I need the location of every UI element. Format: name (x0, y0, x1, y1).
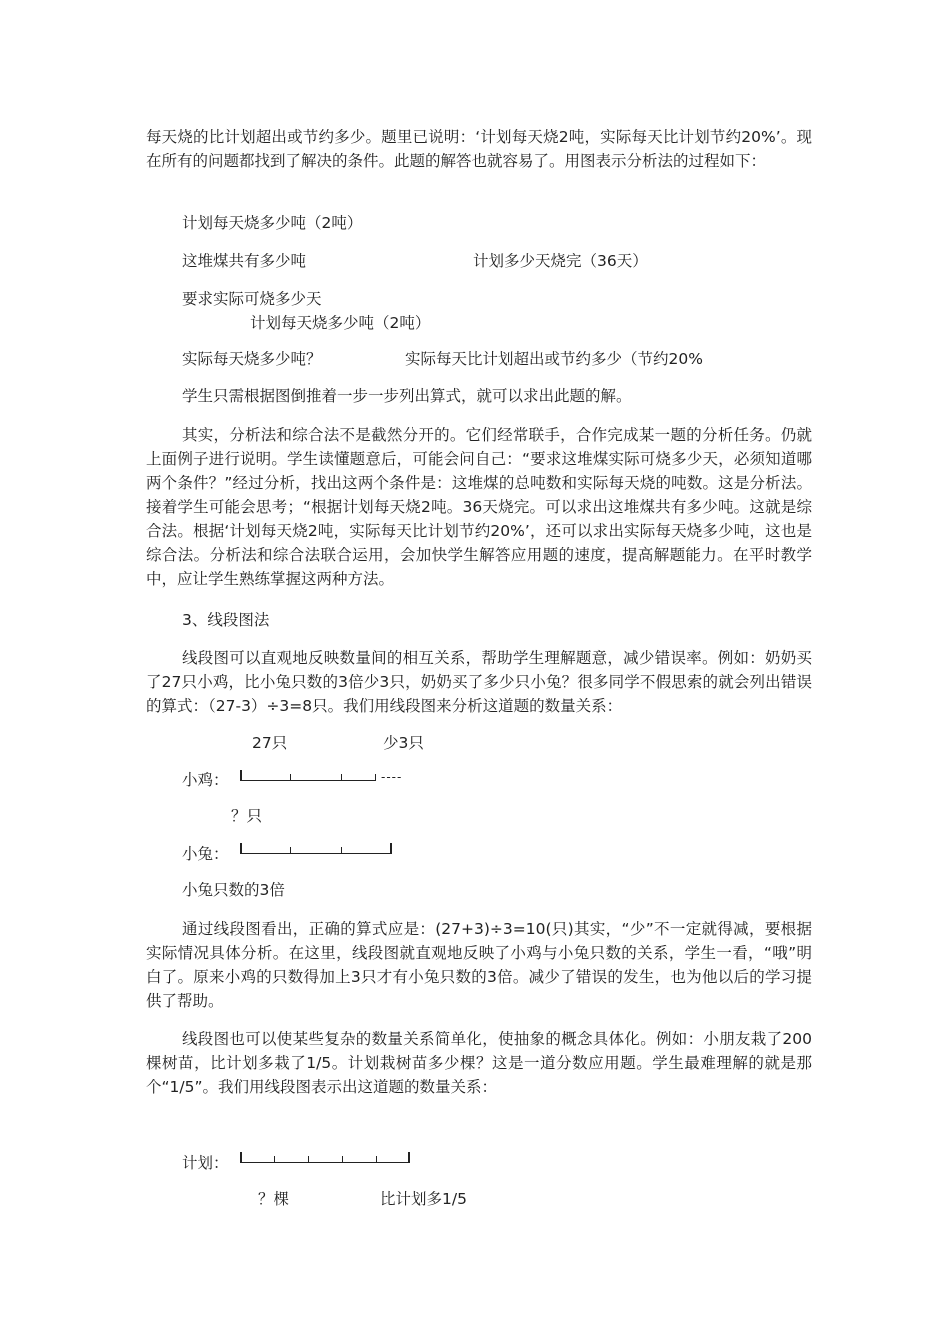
segment-bar-plan (240, 1151, 410, 1163)
paragraph-analysis-synthesis: 其实，分析法和综合法不是截然分开的。它们经常联手，合作完成某一题的分析任务。仍就上面例子进行说明。学生读懂题意后，可能会问自己：“要求这堆煤实际可烧多少天，必须知道哪两个条件？”经过分析，找出这两个条件是：这堆煤的总吨数和实际每天烧的吨数。这是分析法。接着学生可能会思考；“根据计划每天烧2吨。36天烧完。可以求出这堆煤共有多少吨。这就是综合法。根据‘计划每天烧2吨，实际每天比计划节约20%’，还可以求出实际每天烧多少吨，这也是综合法。分析法和综合法联合运用，会加快学生解答应用题的速度，提高解题能力。在平时教学中，应让学生熟练掌握这两种方法。 (146, 426, 812, 588)
label-rabbits: 小兔： (182, 845, 229, 863)
label-chicks: 小鸡： (182, 771, 229, 789)
dash-extension: ---- (381, 770, 403, 784)
label-less-3: 少3只 (383, 734, 424, 752)
tree-node-actual-days: 要求实际可烧多少天 (182, 290, 322, 308)
tree-node-plan-per-day-2: 计划每天烧多少吨（2吨） (250, 314, 431, 332)
paragraph-fraction-example: 线段图也可以使某些复杂的数量关系简单化，使抽象的概念具体化。例如：小朋友栽了200棵树苗，比计划多栽了1/5。计划栽树苗多少棵？这是一道分数应用题。学生最难理解的就是那个“1/5”。我们用线段图表示出这道题的数量关系： (146, 1030, 812, 1096)
paragraph-line-diagram-intro: 线段图可以直观地反映数量间的相互关系，帮助学生理解题意，减少错误率。例如：奶奶买了27只小鸡，比小兔只数的3倍少3只，奶奶买了多少只小兔？很多同学不假思索的就会列出错误的算式：（27-3）÷3=8只。我们用线段图来分析这道题的数量关系： (146, 649, 812, 715)
tree-node-saving: 实际每天比计划超出或节约多少（节约20% (405, 350, 703, 368)
paragraph-correct-formula: 通过线段图看出，正确的算式应是：(27+3)÷3=10(只)其实，“少”不一定就得减，要根据实际情况具体分析。在这里，线段图就直观地反映了小鸡与小兔只数的关系，学生一看，“哦”明白了。原来小鸡的只数得加上3只才有小兔只数的3倍。减少了错误的发生，也为他以后的学习提供了帮助。 (146, 920, 812, 1010)
tree-node-plan-per-day: 计划每天烧多少吨（2吨） (182, 214, 363, 232)
label-plan: 计划： (182, 1154, 229, 1172)
label-three-times: 小兔只数的3倍 (182, 881, 285, 899)
label-more-fifth: 比计划多1/5 (380, 1190, 467, 1208)
paragraph-conclusion: 学生只需根据图倒推着一步一步列出算式，就可以求出此题的解。 (182, 387, 632, 405)
label-unknown-trees: ？棵 (258, 1190, 290, 1208)
section-heading: 3、线段图法 (182, 611, 270, 629)
tree-node-total-coal: 这堆煤共有多少吨 (182, 252, 307, 270)
tree-node-actual-per-day: 实际每天烧多少吨？ (182, 350, 322, 368)
segment-bar-rabbits (240, 842, 392, 854)
label-27: 27只 (252, 734, 288, 752)
segment-bar-chicks (240, 769, 376, 781)
tree-node-plan-days: 计划多少天烧完（36天） (473, 252, 648, 270)
label-unknown-rabbits: ？只 (231, 807, 263, 825)
paragraph-intro: 每天烧的比计划超出或节约多少。题里已说明：‘计划每天烧2吨，实际每天比计划节约20%’。现在所有的问题都找到了解决的条件。此题的解答也就容易了。用图表示分析法的过程如下： (146, 128, 812, 170)
